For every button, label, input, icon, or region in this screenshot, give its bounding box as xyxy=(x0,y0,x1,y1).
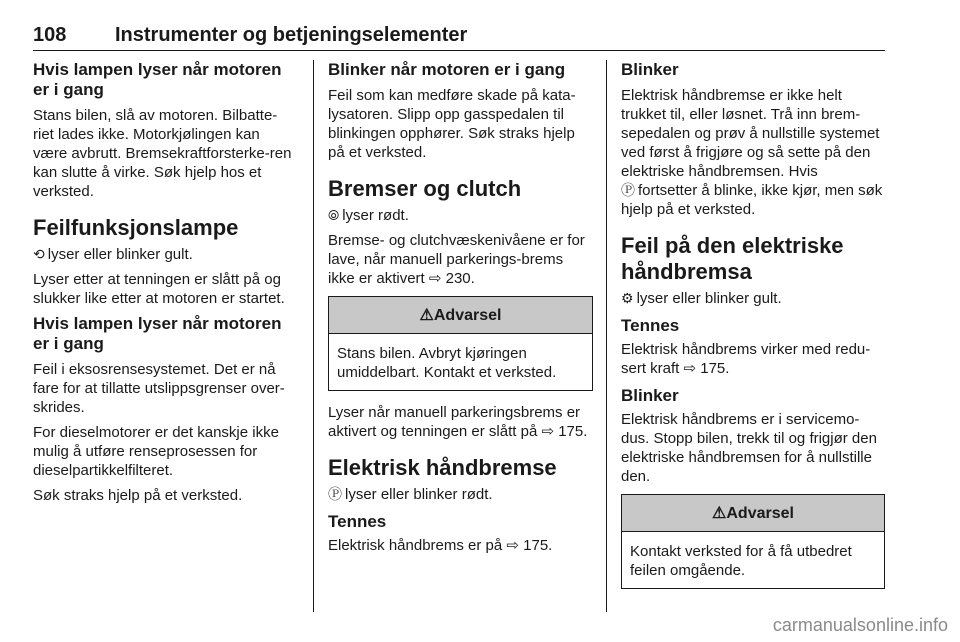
paragraph: Elektrisk håndbrems er på ⇨ 175. xyxy=(328,537,553,554)
text: lyser rødt. xyxy=(342,207,409,224)
subheading: Tennes xyxy=(621,316,680,335)
subheading: Blinker når motoren er i gang xyxy=(328,60,566,79)
parking-brake-icon: Ⓟ xyxy=(621,182,635,198)
warning-title: Advarsel xyxy=(726,505,794,522)
brake-warning-icon: ⦾ xyxy=(328,207,340,223)
paragraph: Elektrisk håndbrems virker med redu-sert kraft ⇨ 175. xyxy=(621,341,871,377)
paragraph: For dieselmotorer er det kanskje ikke mulig å utføre renseprosessen for dieselpartikkelfilteret. xyxy=(33,424,279,479)
column-1 xyxy=(33,60,298,511)
warning-header xyxy=(622,495,884,532)
column-3 xyxy=(621,60,885,601)
paragraph: Feil i eksosrensesystemet. Det er nå fare for at tillatte utslippsgrenser over-skrides. xyxy=(33,361,285,416)
paragraph xyxy=(328,485,593,504)
watermark: carmanualsonline.info xyxy=(772,615,948,635)
paragraph: Lyser etter at tenningen er slått på og slukker like etter at motoren er startet. xyxy=(33,271,285,307)
warning-triangle-icon: ⚠ xyxy=(712,505,727,522)
text: fortsetter å blinke, ikke kjør, men søk hjelp på et verksted. xyxy=(621,182,883,218)
page-number: 108 xyxy=(33,24,67,46)
warning-text: Kontakt verksted for å få utbedret feilen omgående. xyxy=(630,543,852,579)
page-header xyxy=(33,22,885,51)
paragraph xyxy=(621,289,885,308)
paragraph: Søk straks hjelp på et verksted. xyxy=(33,487,243,504)
section-title: Instrumenter og betjeningselementer xyxy=(115,24,468,46)
column-2 xyxy=(328,60,593,561)
subheading: Blinker xyxy=(621,60,679,79)
warning-triangle-icon: ⚠ xyxy=(419,307,434,324)
warning-text: Stans bilen. Avbryt kjøringen umiddelbart. Kontakt et verksted. xyxy=(337,345,557,381)
subheading: Blinker xyxy=(621,386,679,405)
warning-box xyxy=(621,494,885,589)
paragraph: Stans bilen, slå av motoren. Bilbatte-riet lades ikke. Motorkjølingen kan være avbrutt. Bremsekraftforsterke-ren kan slutte å virke. Søk hjelp hos et verksted. xyxy=(33,107,292,200)
text: lyser eller blinker gult. xyxy=(47,246,193,263)
paragraph xyxy=(621,86,885,219)
subheading: Hvis lampen lyser når motoren er i gang xyxy=(33,60,282,99)
heading: Elektrisk håndbremse xyxy=(328,455,557,480)
warning-header xyxy=(329,297,592,334)
text: lyser eller blinker gult. xyxy=(636,290,782,307)
text: lyser eller blinker rødt. xyxy=(345,486,493,503)
paragraph: Elektrisk håndbrems er i servicemo-dus. Stopp bilen, trekk til og frigjør den elektriske håndbremsen for å nullstille den. xyxy=(621,411,877,485)
warning-title: Advarsel xyxy=(433,307,502,324)
subheading: Hvis lampen lyser når motoren er i gang xyxy=(33,314,282,353)
engine-icon: ⟲ xyxy=(33,246,45,262)
heading: Bremser og clutch xyxy=(328,176,522,201)
paragraph: Lyser når manuell parkeringsbrems er aktivert og tenningen er slått på ⇨ 175. xyxy=(328,404,588,440)
text: Elektrisk håndbremse er ikke helt trukket til, eller løsnet. Trå inn brem-sepedalen og prøv å nullstille systemet ved først å frigjøre og så sette på den elektriske håndbremsen. Hvis xyxy=(621,87,880,180)
warning-box xyxy=(328,296,593,391)
column-divider xyxy=(313,60,314,612)
heading: Feil på den elektriske håndbremsa xyxy=(621,233,844,284)
heading: Feilfunksjonslampe xyxy=(33,215,239,240)
column-divider xyxy=(606,60,607,612)
paragraph: Feil som kan medføre skade på kata-lysatoren. Slipp opp gasspedalen til blinkingen opphører. Søk straks hjelp på et verksted. xyxy=(328,87,576,161)
paragraph xyxy=(328,206,593,225)
paragraph xyxy=(33,245,298,264)
parking-brake-icon: Ⓟ xyxy=(328,486,342,502)
subheading: Tennes xyxy=(328,512,387,531)
epb-fault-icon: ⚙ xyxy=(621,290,634,306)
paragraph: Bremse- og clutchvæskenivåene er for lave, når manuell parkerings-brems ikke er aktivert ⇨ 230. xyxy=(328,232,585,287)
